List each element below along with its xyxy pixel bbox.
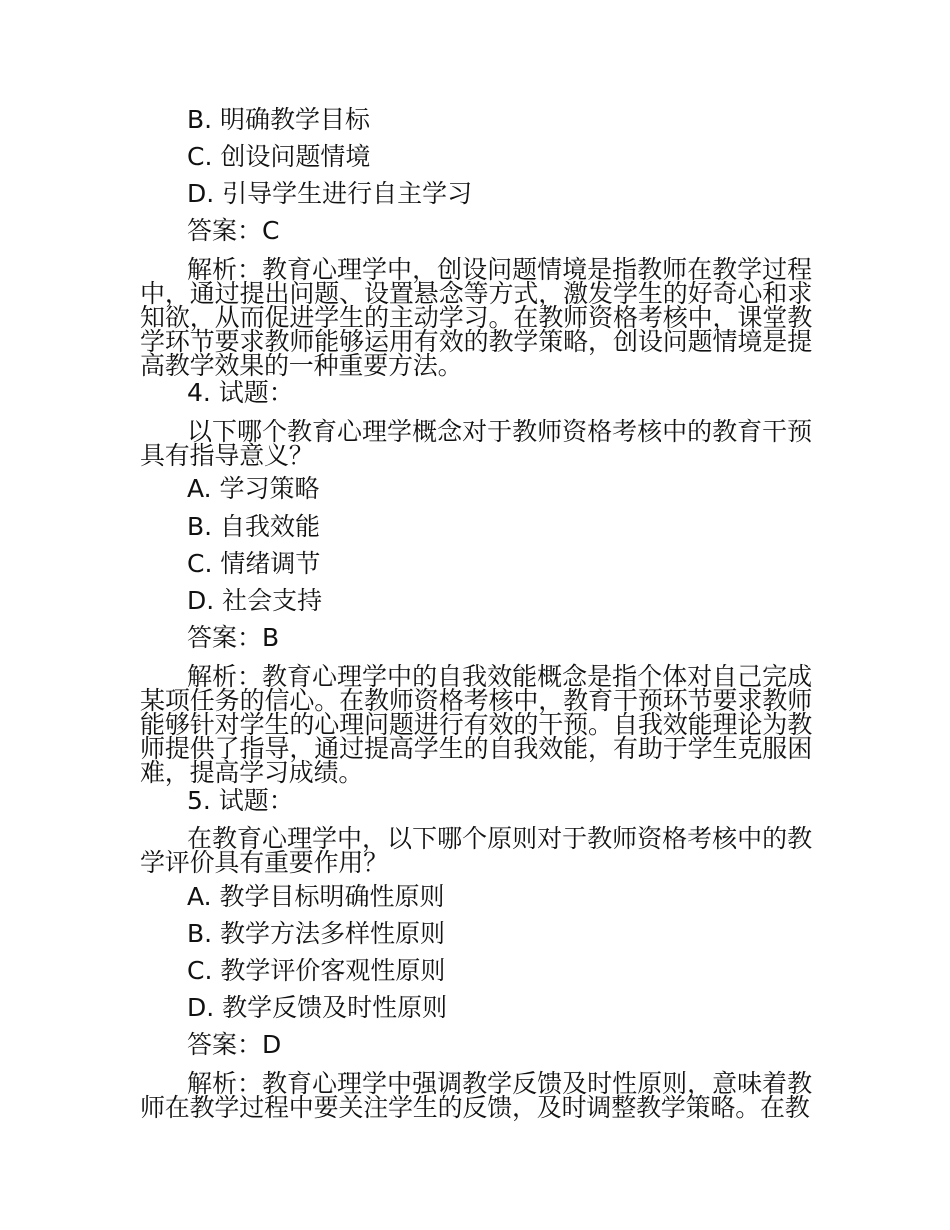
q3-option-b: B. 明确教学目标 <box>187 105 371 134</box>
q3-answer: 答案：C <box>187 216 280 245</box>
q5-heading: 5. 试题： <box>187 786 294 815</box>
q5-question: 在教育心理学中，以下哪个原则对于教师资格考核中的教学评价具有重要作用？ <box>140 824 812 877</box>
q4-answer: 答案：B <box>187 623 280 652</box>
q5-option-b: B. 教学方法多样性原则 <box>187 919 446 948</box>
q4-heading: 4. 试题： <box>187 378 294 407</box>
q5-option-c: C. 教学评价客观性原则 <box>187 956 446 985</box>
q4-analysis: 解析：教育心理学中的自我效能概念是指个体对自己完成某项任务的信心。在教师资格考核中，教育干预环节要求教师能够针对学生的心理问题进行有效的干预。自我效能理论为教师提供了指导，通过提高学生的自我效能，有助于学生克服困难，提高学习成绩。 <box>140 662 812 787</box>
q4-option-b: B. 自我效能 <box>187 512 321 541</box>
q4-option-d: D. 社会支持 <box>187 586 323 615</box>
q4-question: 以下哪个教育心理学概念对于教师资格考核中的教育干预具有指导意义？ <box>140 417 812 470</box>
q5-analysis: 解析：教育心理学中强调教学反馈及时性原则，意味着教师在教学过程中要关注学生的反馈，及时调整教学策略。在教 <box>140 1069 812 1122</box>
q5-option-d: D. 教学反馈及时性原则 <box>187 993 448 1022</box>
q3-option-c: C. 创设问题情境 <box>187 142 371 171</box>
q3-analysis: 解析：教育心理学中，创设问题情境是指教师在教学过程中，通过提出问题、设置悬念等方式，激发学生的好奇心和求知欲，从而促进学生的主动学习。在教师资格考核中，课堂教学环节要求教师能够运用有效的教学策略，创设问题情境是提高教学效果的一种重要方法。 <box>140 255 812 380</box>
q4-option-a: A. 学习策略 <box>187 474 320 503</box>
q3-option-d: D. 引导学生进行自主学习 <box>187 179 473 208</box>
q5-option-a: A. 教学目标明确性原则 <box>187 882 445 911</box>
q5-answer: 答案：D <box>187 1030 282 1059</box>
q4-option-c: C. 情绪调节 <box>187 549 321 578</box>
